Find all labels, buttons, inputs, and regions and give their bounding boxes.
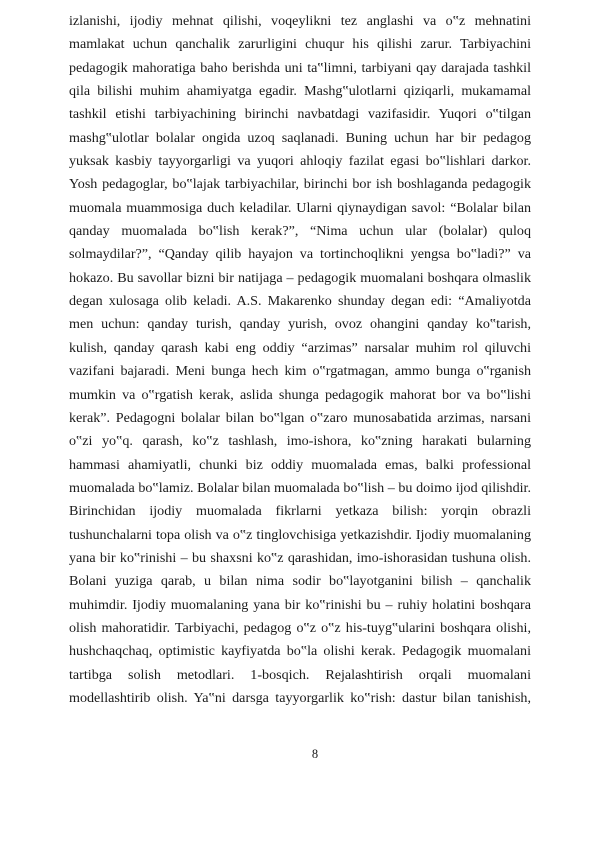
page-number: 8 — [311, 747, 319, 761]
body-paragraph: izlanishi, ijodiy mehnat qilishi, voqeylikni tez anglashi va o‟z mehnatini mamlakat uchun qanchalik zarurligini chuqur his qilishi zarur. Tarbiyachini pedagogik mahoratiga baho berishda uni ta‟limni, tarbiyani qay darajada tashkil qila bilishi muhim ahamiyatga egadir. Mashg‟ulotlarni qiziqarli, mukamamal tashkil etishi tarbiyachining birinchi navbatdagi vazifasidir. Yuqori o‟tilgan mashg‟ulotlar bolalar ongida uzoq saqlanadi. Buning uchun har bir pedagog yuksak kasbiy tayyorgarligi va yuqori ahloqiy fazilat egasi bo‟lishlari darkor. Yosh pedagoglar, bo‟lajak tarbiyachilar, birinchi bor ish boshlaganda pedagogik muomala muammosiga duch keladilar. Ularni qiynaydigan savol: “Bolalar bilan qanday muomalada bo‟lish kerak?”, “Nima uchun ular (bolalar) quloq solmaydilar?”, “Qanday qilib hayajon va tortinchoqlikni yengsa bo‟ladi?” va hokazo. Bu savollar bizni bir natijaga – pedagogik muomalani boshqara olmaslik degan xulosaga olib keladi. A.S. Makarenko shunday degan edi: “Amaliyotda men uchun: qanday turish, qanday yurish, ovoz ohangini qanday ko‟tarish, kulish, qanday qarash kabi eng oddiy “arzimas” narsalar muhim rol qiluvchi vazifani bajaradi. Meni bunga hech kim o‟rgatmagan, ammo bunga o‟rganish mumkin va o‟rgatish kerak, aslida shunga pedagogik mahorat bor va bo‟lishi kerak”. Pedagogni bolalar bilan bo‟lgan o‟zaro munosabatida arzimas, narsani o‟zi yo‟q. qarash, ko‟z tashlash, imo-ishora, ko‟zning harakati bularning hammasi ahamiyatli, chunki biz oddiy muomalada emas, balki professional muomalada bo‟lamiz. Bolalar bilan muomalada bo‟lish – bu doimo ijod qilishdir. Birinchidan ijodiy muomalada fikrlarni yetkaza bilish: yorqin obrazli tushunchalarni topa olish va o‟z tinglovchisiga yetkazishdir. Ijodiy muomalaning yana bir ko‟rinishi – bu shaxsni ko‟z qarashidan, imo-ishorasidan tushuna olish. Bolani yuziga qarab, u bilan nima sodir bo‟layotganini bilish – qanchalik muhimdir. Ijodiy muomalaning yana bir ko‟rinishi bu – ruhiy holatini boshqara olish mahoratidir. Tarbiyachi, pedagog o‟z o‟z his-tuyg‟ularini boshqara olishi, hushchaqchaq, optimistic kayfiyatda bo‟la olishi kerak. Pedagogik muomalani tartibga solish metodlari. 1-bosqich. Rejalashtirish orqali muomalani modellashtirib olish. Ya‟ni darsga tayyorgarlik ko‟rish: dastur bilan tanishish, — [69, 13, 531, 706]
